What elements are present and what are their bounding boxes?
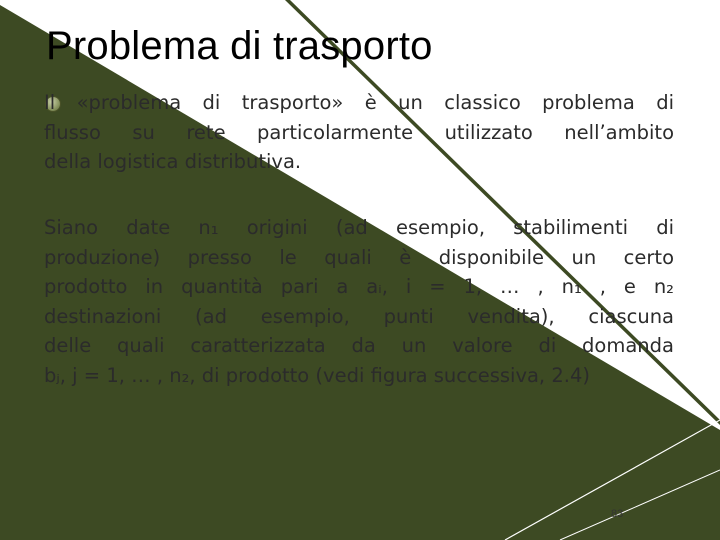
paragraph-definition xyxy=(44,213,674,390)
paragraph-line: produzione) presso le quali è disponibile un certo xyxy=(44,245,674,269)
paragraph-line: della logistica distributiva. xyxy=(44,150,302,173)
paragraph-line: destinazioni (ad esempio, punti vendita), ciascuna xyxy=(44,304,674,328)
paragraph-line: prodotto in quantità pari a aᵢ, i = 1, … , n₁ , e n₂ xyxy=(44,275,674,298)
slide-title: Problema di trasporto xyxy=(46,24,433,68)
paragraph-line: Il «problema di trasporto» è un classico problema di xyxy=(44,91,674,114)
paragraph-line: bⱼ, j = 1, … , n₂, di prodotto (vedi figura successiva, 2.4) xyxy=(44,363,590,387)
paragraph-line: delle quali caratterizzata da un valore di domanda xyxy=(44,334,674,357)
paragraph-intro xyxy=(44,88,674,177)
paragraph-line: Siano date n₁ origini (ad esempio, stabilimenti di xyxy=(44,216,674,239)
page-number: 83 xyxy=(611,508,624,520)
paragraph-line: flusso su rete particolarmente utilizzato nell’ambito xyxy=(44,120,674,144)
